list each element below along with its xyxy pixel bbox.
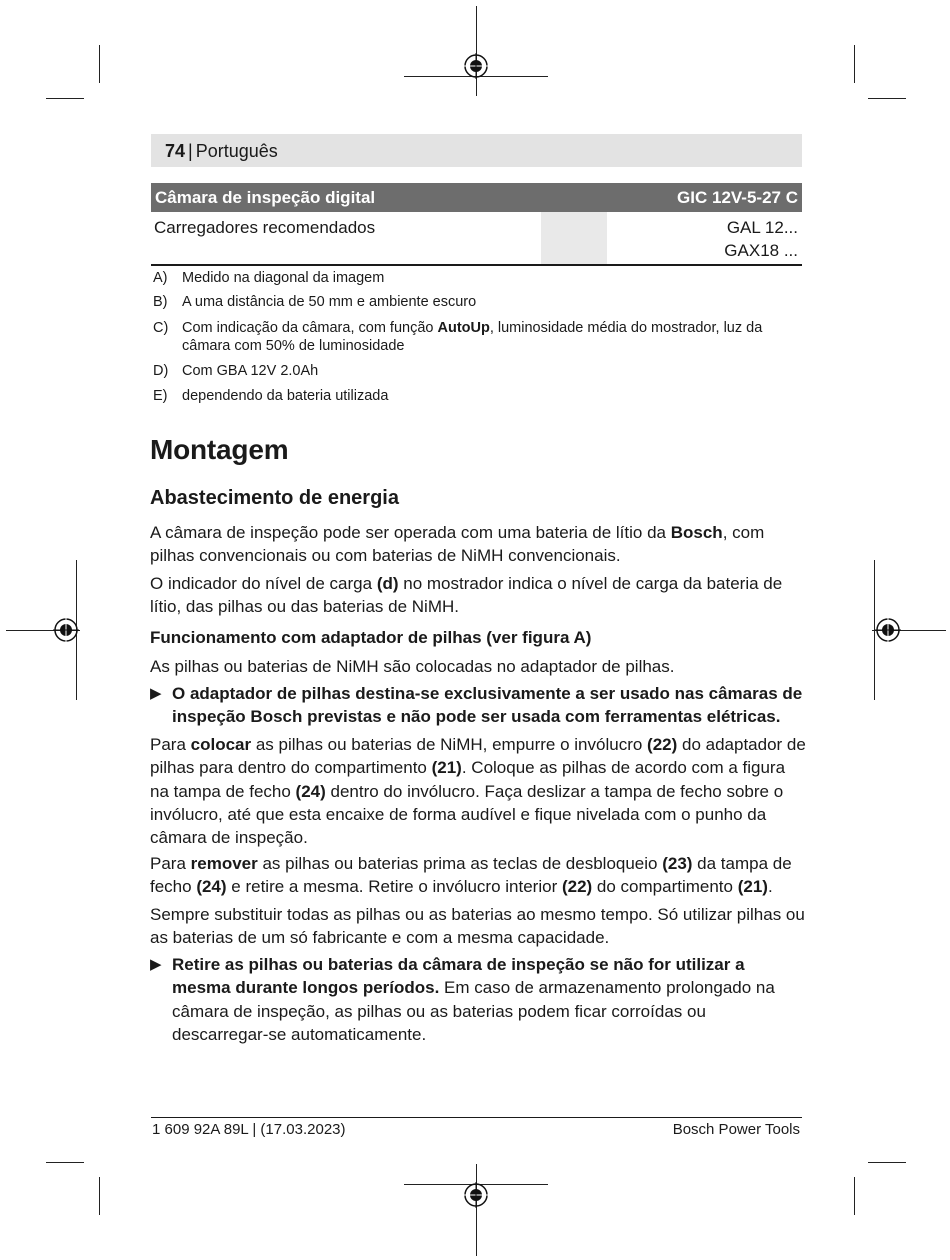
- paragraph: As pilhas ou baterias de NiMH são colocadas no adaptador de pilhas.: [150, 657, 675, 676]
- page-header: [151, 134, 802, 167]
- spec-table-row: [151, 212, 802, 266]
- section-subtitle: Abastecimento de energia: [150, 487, 399, 509]
- footer-brand: Bosch Power Tools: [672, 1121, 800, 1138]
- subheading: Funcionamento com adaptador de pilhas (ver figura A): [150, 628, 592, 647]
- spec-table-title: Câmara de inspeção digital: [155, 188, 376, 207]
- footnote-key: C): [153, 320, 169, 336]
- registration-mark-icon: [53, 617, 79, 643]
- footnote-key: D): [153, 363, 169, 379]
- section-title: Montagem: [150, 434, 289, 465]
- page-number: 74: [165, 141, 186, 161]
- registration-mark-icon: [463, 1182, 489, 1208]
- registration-mark-icon: [463, 53, 489, 79]
- footnote-key: A): [153, 270, 168, 286]
- paragraph: A câmara de inspeção pode ser operada com uma bateria de lítio da Bosch, com pilhas convencionais ou com baterias de NiMH convencionais.: [150, 523, 765, 566]
- footnote-key: B): [153, 294, 168, 310]
- footnote-text: A uma distância de 50 mm e ambiente escuro: [182, 294, 477, 310]
- footnote-text: dependendo da bateria utilizada: [182, 388, 389, 404]
- footnote-text: Medido na diagonal da imagem: [182, 270, 385, 286]
- warning-text: Retire as pilhas ou baterias da câmara de inspeção se não for utilizar a mesma durante longos períodos. Em caso de armazenamento prolongado na câmara de inspeção, as pilhas ou as baterias podem ficar corroídas ou descarregar-se automaticamente.: [172, 955, 775, 1044]
- triangle-bullet-icon: ▶: [150, 956, 162, 973]
- footnote-text: Com indicação da câmara, com função AutoUp, luminosidade média do mostrador, luz da câmara com 50% de luminosidade: [182, 320, 763, 354]
- paragraph: Sempre substituir todas as pilhas ou as baterias ao mesmo tempo. Só utilizar pilhas ou as baterias de um só fabricante e com a mesma capacidade.: [150, 905, 805, 948]
- spec-row-unit-cell: [541, 212, 607, 264]
- paragraph: Para colocar as pilhas ou baterias de NiMH, empurre o invólucro (22) do adaptador de pilhas para dentro do compartimento (21). Coloque as pilhas de acordo com a figura na tampa de fecho (24) dentro do invólucro. Faça deslizar a tampa de fecho sobre o invólucro, até que esta encaixe de forma audível e fique nivelada com o punho da câmara de inspeção.: [150, 735, 806, 848]
- paragraph: Para remover as pilhas ou baterias prima as teclas de desbloqueio (23) da tampa de fecho (24) e retire a mesma. Retire o invólucro interior (22) do compartimento (21).: [150, 854, 792, 897]
- spec-row-value: GAX18 ...: [724, 241, 798, 260]
- footer-doc-id: 1 609 92A 89L | (17.03.2023): [152, 1121, 346, 1138]
- spec-table-model: GIC 12V-5-27 C: [677, 188, 798, 207]
- registration-mark-icon: [875, 617, 901, 643]
- footnote-text: Com GBA 12V 2.0Ah: [182, 363, 319, 379]
- paragraph: O indicador do nível de carga (d) no mostrador indica o nível de carga da bateria de lítio, das pilhas ou das baterias de NiMH.: [150, 574, 783, 617]
- header-separator: |: [188, 141, 193, 161]
- spec-row-value: GAL 12...: [726, 218, 798, 237]
- spec-table-header: [151, 183, 802, 212]
- triangle-bullet-icon: ▶: [150, 685, 162, 702]
- footnote-key: E): [153, 388, 168, 404]
- warning-text: O adaptador de pilhas destina-se exclusivamente a ser usado nas câmaras de inspeção Bosch previstas e não pode ser usada com ferramentas elétricas.: [172, 684, 803, 727]
- page-language: Português: [195, 141, 278, 161]
- footer-rule: [151, 1117, 802, 1118]
- spec-row-label: Carregadores recomendados: [154, 218, 376, 237]
